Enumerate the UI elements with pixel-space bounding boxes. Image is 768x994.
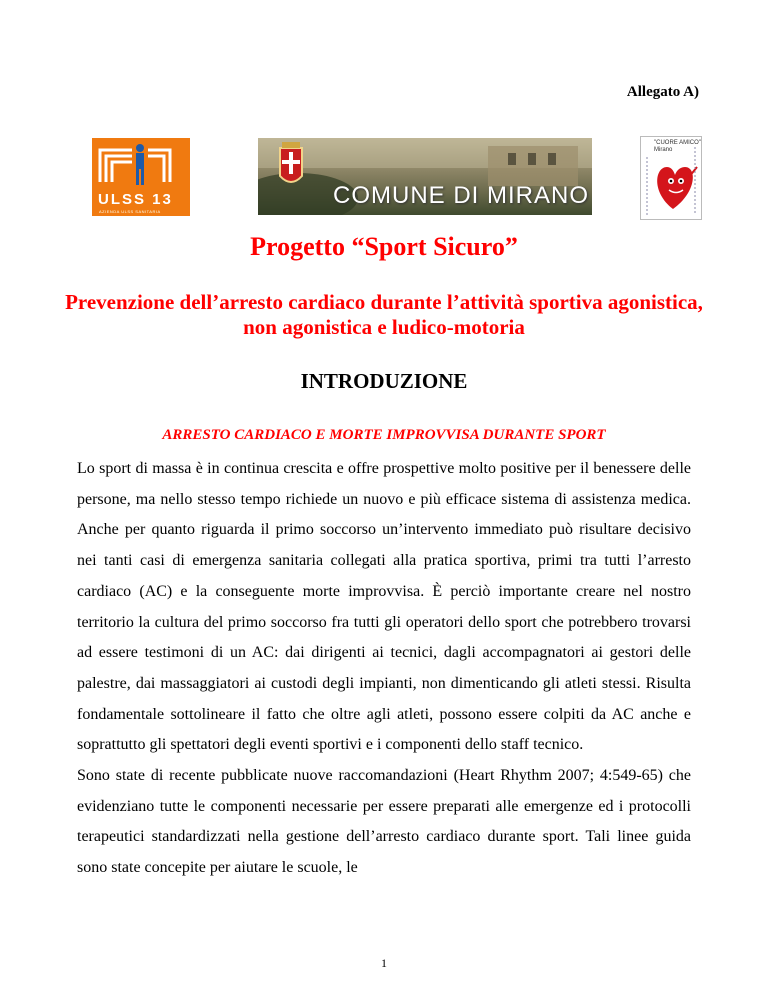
comune-banner bbox=[258, 138, 592, 215]
cuore-amico-title: "CUORE AMICO" Mirano bbox=[654, 140, 701, 153]
heart-icon bbox=[641, 137, 701, 219]
ulss-logo-subtext: AZIENDA ULSS SANITARIA bbox=[99, 209, 161, 214]
subsection-heading: ARRESTO CARDIACO E MORTE IMPROVVISA DURANTE SPORT bbox=[162, 427, 606, 443]
section-heading: INTRODUZIONE bbox=[300, 369, 468, 393]
page-number: 1 bbox=[381, 956, 387, 970]
ulss-logo bbox=[92, 138, 190, 216]
body-paragraph: Sono state di recente pubblicate nuove raccomandazioni (Heart Rhythm 2007; 4:549-65) che evidenziano tutte le componenti necessarie per essere preparati alle emergenze ed i protocolli terapeutici standardizzati nella gestione dell’arresto cardiaco durante sport. Tali linee guida sono state concepite per aiutare le scuole, le bbox=[77, 767, 691, 877]
body-paragraph: Lo sport di massa è in continua crescita e offre prospettive molto positive per il benessere delle persone, ma nello stesso tempo richiede un nuovo e più efficace sistema di assistenza medica. Anche per quanto riguarda il primo soccorso un’intervento immediato può risultare decisivo nei tanti casi di emergenza sanitaria collegati alla pratica sportiva, primi tra tutti l’arresto cardiaco (AC) e la conseguente morte improvvisa. È perciò importante creare nel nostro territorio la cultura del primo soccorso fra tutti gli operatori dello sport che potrebbero trovarsi ad essere testimoni di un AC: dai dirigenti ai tecnici, dagli accompagnatori ai gestori delle palestre, dai massaggiatori ai custodi degli impianti, non dimenticando gli atleti stessi. Risulta fondamentale sottolineare il fatto che oltre agli atleti, possono essere colpiti da AC anche e soprattutto gli spettatori degli eventi sportivi e i componenti dello staff tecnico. bbox=[77, 460, 691, 754]
comune-banner-text: COMUNE DI MIRANO bbox=[333, 182, 589, 209]
coat-of-arms-icon bbox=[280, 142, 302, 182]
project-subtitle: Prevenzione dell’arresto cardiaco durante l’attività sportiva agonistica, non agonistica e ludico-motoria bbox=[65, 290, 703, 339]
project-title: Progetto “Sport Sicuro” bbox=[250, 232, 518, 261]
attachment-label: Allegato A) bbox=[626, 84, 699, 100]
ulss-logo-text: ULSS 13 bbox=[98, 191, 173, 208]
cuore-amico-logo bbox=[640, 136, 702, 220]
